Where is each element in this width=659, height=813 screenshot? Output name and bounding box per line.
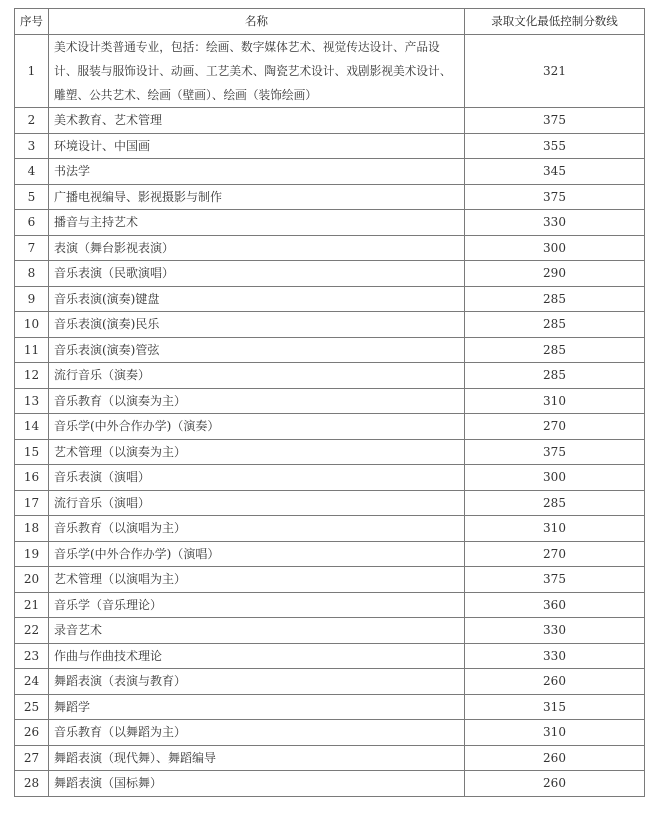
row-min-score-cell: 260	[465, 669, 645, 695]
row-index-cell: 5	[15, 184, 49, 210]
row-index-cell: 16	[15, 465, 49, 491]
row-index-cell: 27	[15, 745, 49, 771]
table-body	[15, 35, 645, 797]
row-min-score-cell: 330	[465, 618, 645, 644]
row-min-score-cell: 310	[465, 516, 645, 542]
row-major-name-cell: 音乐教育（以演唱为主）	[49, 516, 465, 542]
table-row	[15, 745, 645, 771]
table-row	[15, 159, 645, 185]
table-row	[15, 694, 645, 720]
table-row	[15, 618, 645, 644]
row-index-cell: 18	[15, 516, 49, 542]
row-index-cell: 26	[15, 720, 49, 746]
table-row	[15, 261, 645, 287]
row-major-name-cell: 音乐表演(演奏)管弦	[49, 337, 465, 363]
row-major-name-cell: 美术设计类普通专业，包括：绘画、数字媒体艺术、视觉传达设计、产品设计、服装与服饰设计、动画、工艺美术、陶瓷艺术设计、戏剧影视美术设计、雕塑、公共艺术、绘画（壁画）、绘画（装饰绘画）	[49, 35, 465, 108]
row-major-name-cell: 作曲与作曲技术理论	[49, 643, 465, 669]
table-row	[15, 720, 645, 746]
row-index-cell: 28	[15, 771, 49, 797]
table-row	[15, 35, 645, 108]
row-major-name-cell: 美术教育、艺术管理	[49, 108, 465, 134]
table-row	[15, 516, 645, 542]
table-row	[15, 133, 645, 159]
row-index-cell: 2	[15, 108, 49, 134]
row-index-cell: 15	[15, 439, 49, 465]
row-major-name-cell: 舞蹈表演（国标舞）	[49, 771, 465, 797]
table-header-row	[15, 9, 645, 35]
table-row	[15, 210, 645, 236]
table-row	[15, 490, 645, 516]
row-index-cell: 23	[15, 643, 49, 669]
row-major-name-cell: 流行音乐（演奏）	[49, 363, 465, 389]
header-index: 序号	[15, 9, 49, 35]
table-row	[15, 312, 645, 338]
row-major-name-cell: 音乐表演（民歌演唱）	[49, 261, 465, 287]
table-row	[15, 567, 645, 593]
row-index-cell: 24	[15, 669, 49, 695]
row-index-cell: 19	[15, 541, 49, 567]
row-major-name-cell: 音乐表演(演奏)键盘	[49, 286, 465, 312]
row-index-cell: 4	[15, 159, 49, 185]
row-min-score-cell: 375	[465, 439, 645, 465]
row-index-cell: 20	[15, 567, 49, 593]
table-row	[15, 541, 645, 567]
row-min-score-cell: 345	[465, 159, 645, 185]
table-row	[15, 414, 645, 440]
table-row	[15, 669, 645, 695]
row-min-score-cell: 270	[465, 414, 645, 440]
row-major-name-cell: 艺术管理（以演唱为主）	[49, 567, 465, 593]
row-major-name-cell: 书法学	[49, 159, 465, 185]
row-major-name-cell: 播音与主持艺术	[49, 210, 465, 236]
table-row	[15, 771, 645, 797]
header-min-score: 录取文化最低控制分数线	[465, 9, 645, 35]
row-index-cell: 7	[15, 235, 49, 261]
row-index-cell: 8	[15, 261, 49, 287]
table-row	[15, 465, 645, 491]
row-min-score-cell: 300	[465, 465, 645, 491]
row-major-name-cell: 流行音乐（演唱）	[49, 490, 465, 516]
row-index-cell: 12	[15, 363, 49, 389]
row-min-score-cell: 285	[465, 363, 645, 389]
row-major-name-cell: 艺术管理（以演奏为主）	[49, 439, 465, 465]
row-min-score-cell: 285	[465, 312, 645, 338]
row-min-score-cell: 315	[465, 694, 645, 720]
row-min-score-cell: 310	[465, 720, 645, 746]
row-major-name-cell: 表演（舞台影视表演）	[49, 235, 465, 261]
row-min-score-cell: 300	[465, 235, 645, 261]
row-min-score-cell: 360	[465, 592, 645, 618]
row-min-score-cell: 260	[465, 745, 645, 771]
table-row	[15, 108, 645, 134]
row-index-cell: 25	[15, 694, 49, 720]
row-min-score-cell: 310	[465, 388, 645, 414]
row-major-name-cell: 舞蹈表演（表演与教育）	[49, 669, 465, 695]
table-row	[15, 388, 645, 414]
row-major-name-cell: 音乐教育（以演奏为主）	[49, 388, 465, 414]
row-min-score-cell: 285	[465, 490, 645, 516]
row-index-cell: 17	[15, 490, 49, 516]
table-row	[15, 235, 645, 261]
row-major-name-cell: 舞蹈表演（现代舞）、舞蹈编导	[49, 745, 465, 771]
header-name: 名称	[49, 9, 465, 35]
row-major-name-cell: 录音艺术	[49, 618, 465, 644]
table-row	[15, 337, 645, 363]
row-index-cell: 3	[15, 133, 49, 159]
row-min-score-cell: 285	[465, 337, 645, 363]
row-min-score-cell: 270	[465, 541, 645, 567]
row-min-score-cell: 375	[465, 108, 645, 134]
row-min-score-cell: 355	[465, 133, 645, 159]
row-index-cell: 10	[15, 312, 49, 338]
table-row	[15, 184, 645, 210]
row-major-name-cell: 广播电视编导、影视摄影与制作	[49, 184, 465, 210]
score-table	[14, 8, 645, 797]
row-index-cell: 21	[15, 592, 49, 618]
row-index-cell: 9	[15, 286, 49, 312]
row-min-score-cell: 375	[465, 567, 645, 593]
table-row	[15, 643, 645, 669]
row-major-name-cell: 音乐表演（演唱）	[49, 465, 465, 491]
row-min-score-cell: 375	[465, 184, 645, 210]
row-major-name-cell: 音乐教育（以舞蹈为主）	[49, 720, 465, 746]
row-min-score-cell: 285	[465, 286, 645, 312]
table-row	[15, 363, 645, 389]
row-major-name-cell: 舞蹈学	[49, 694, 465, 720]
row-index-cell: 6	[15, 210, 49, 236]
row-major-name-cell: 音乐表演(演奏)民乐	[49, 312, 465, 338]
row-min-score-cell: 330	[465, 643, 645, 669]
row-index-cell: 1	[15, 35, 49, 108]
table-row	[15, 439, 645, 465]
table-row	[15, 286, 645, 312]
table-row	[15, 592, 645, 618]
row-min-score-cell: 330	[465, 210, 645, 236]
row-index-cell: 11	[15, 337, 49, 363]
row-min-score-cell: 321	[465, 35, 645, 108]
row-major-name-cell: 环境设计、中国画	[49, 133, 465, 159]
score-table-container	[14, 8, 645, 797]
row-major-name-cell: 音乐学（音乐理论）	[49, 592, 465, 618]
row-min-score-cell: 290	[465, 261, 645, 287]
row-index-cell: 14	[15, 414, 49, 440]
row-index-cell: 13	[15, 388, 49, 414]
row-major-name-cell: 音乐学(中外合作办学)（演奏）	[49, 414, 465, 440]
row-major-name-cell: 音乐学(中外合作办学)（演唱）	[49, 541, 465, 567]
row-min-score-cell: 260	[465, 771, 645, 797]
row-index-cell: 22	[15, 618, 49, 644]
